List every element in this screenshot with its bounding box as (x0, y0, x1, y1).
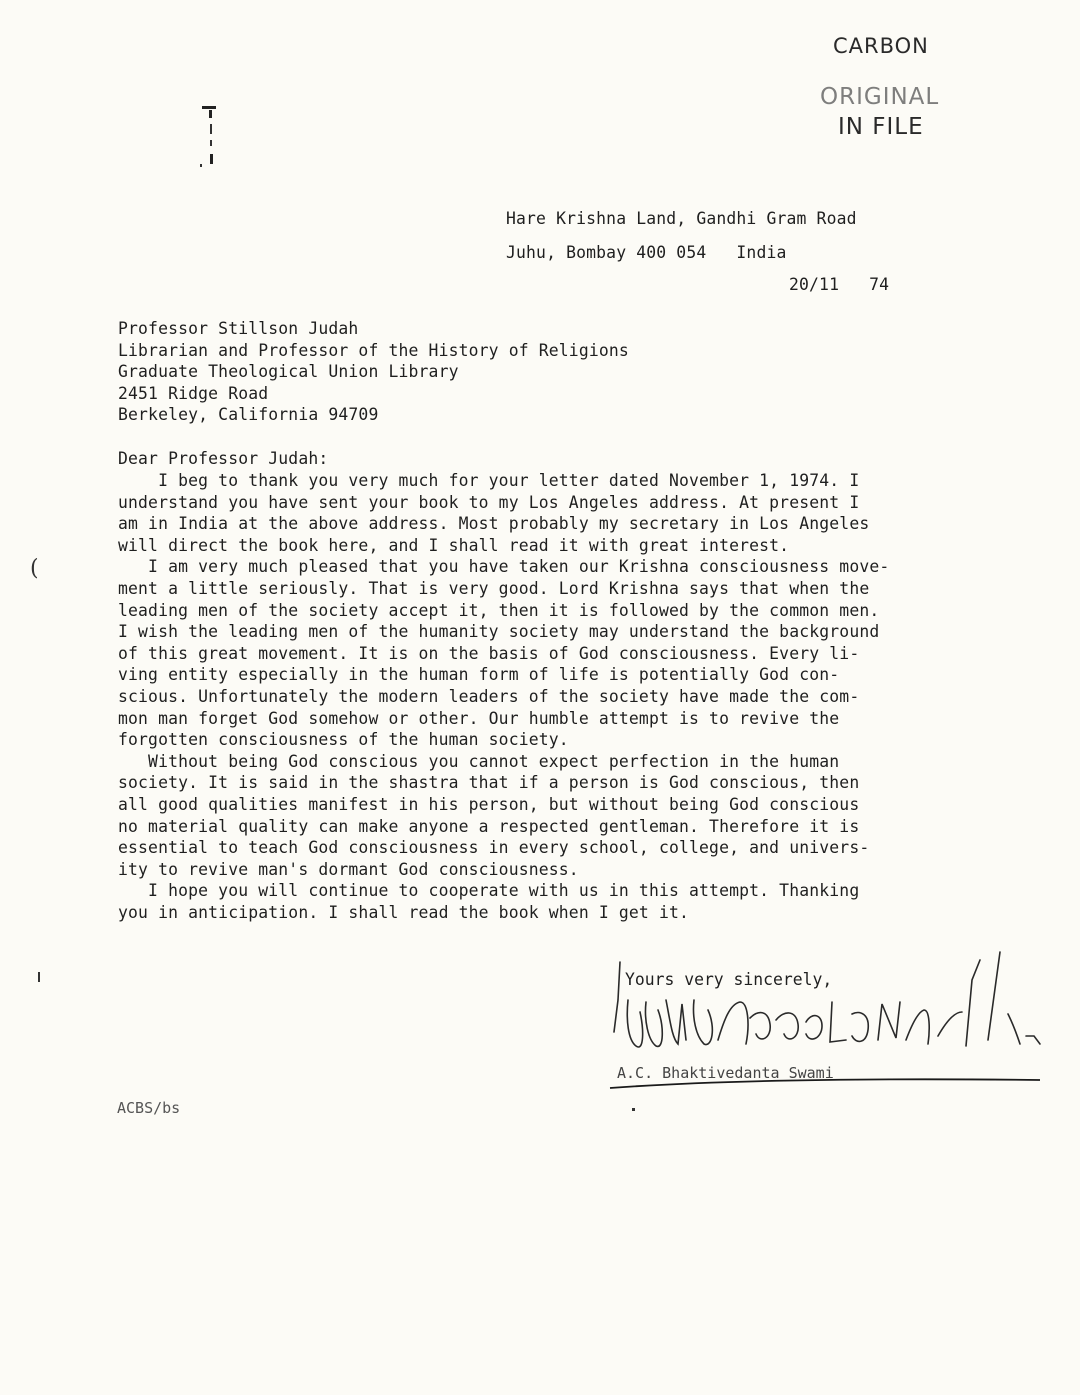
body-line: I wish the leading men of the humanity society may understand the background (118, 622, 880, 642)
margin-mark: ( (30, 556, 39, 581)
body-line: I beg to thank you very much for your letter dated November 1, 1974. I (118, 471, 860, 490)
signatory-name: A.C. Bhaktivedanta Swami (617, 1064, 834, 1082)
recipient-line: Graduate Theological Union Library (118, 362, 459, 381)
margin-dot (632, 1108, 635, 1111)
body-line: Without being God conscious you cannot expect perfection in the human (118, 751, 840, 771)
in-file-stamp: IN FILE (838, 114, 924, 140)
body-line: no material quality can make anyone a respected gentleman. Therefore it is (118, 816, 860, 836)
letterhead-address-line2: Juhu, Bombay 400 054 India (506, 243, 787, 262)
reference-initials: ACBS/bs (117, 1099, 181, 1117)
body-line: leading men of the society accept it, then it is followed by the common men. (118, 600, 880, 620)
recipient-line: Librarian and Professor of the History of Religions (118, 340, 629, 360)
letterhead-address-line1: Hare Krishna Land, Gandhi Gram Road (506, 209, 857, 228)
closing-line: Yours very sincerely, (625, 970, 833, 989)
body-line: all good qualities manifest in his person, but without being God conscious (118, 795, 860, 814)
carbon-stamp: CARBON (833, 34, 929, 58)
body-line: I hope you will continue to cooperate with us in this attempt. Thanking (118, 881, 860, 901)
original-stamp: ORIGINAL (820, 84, 940, 110)
body-line: am in India at the above address. Most probably my secretary in Los Angeles (118, 514, 870, 534)
body-line: essential to teach God consciousness in every school, college, and univers- (118, 838, 870, 858)
recipient-line: 2451 Ridge Road (118, 383, 269, 403)
recipient-line: Berkeley, California 94709 (118, 405, 379, 424)
letter-date: 20/11 74 (789, 275, 890, 294)
salutation: Dear Professor Judah: (118, 449, 329, 468)
body-line: ving entity especially in the human form of life is potentially God con- (118, 665, 840, 685)
recipient-line: Professor Stillson Judah (118, 319, 359, 338)
body-line: society. It is said in the shastra that if a person is God conscious, then (118, 773, 860, 793)
body-line: ment a little seriously. That is very good. Lord Krishna says that when the (118, 579, 870, 598)
body-line: will direct the book here, and I shall read it with great interest. (118, 535, 790, 555)
body-line: ity to revive man's dormant God consciousness. (118, 859, 579, 879)
body-line: of this great movement. It is on the basis of God consciousness. Every li- (118, 643, 860, 663)
body-line: scious. Unfortunately the modern leaders of the society have made the com- (118, 687, 860, 706)
body-line: forgotten consciousness of the human society. (118, 730, 569, 750)
margin-dot (38, 972, 40, 982)
body-line: you in anticipation. I shall read the book when I get it. (118, 903, 690, 922)
punch-mark-icon (200, 104, 220, 174)
body-line: understand you have sent your book to my Los Angeles address. At present I (118, 492, 860, 512)
body-line: mon man forget God somehow or other. Our humble attempt is to revive the (118, 708, 840, 728)
body-line: I am very much pleased that you have taken our Krishna consciousness move- (118, 557, 890, 577)
